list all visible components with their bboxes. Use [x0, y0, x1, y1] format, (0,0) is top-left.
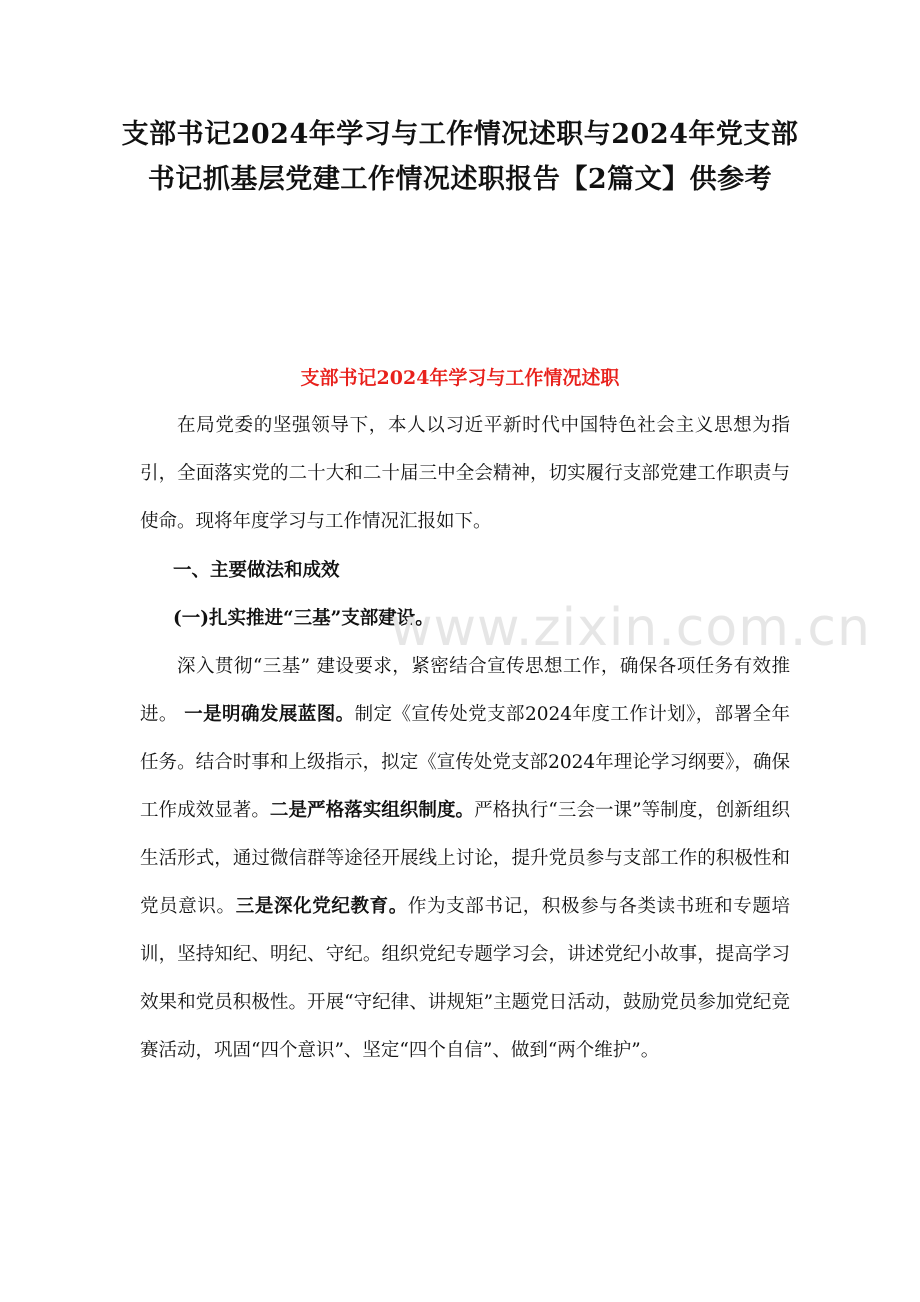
- point-3-text: 作为支部书记，积极参与各类读书班和专题培训，坚持知纪、明纪、守纪。组织党纪专题学习会，讲述党纪小故事，提高学习效果和党员积极性。开展“守纪律、讲规矩”主题党日活动，鼓励党员参加党纪竞赛活动，巩固“四个意识”、坚定“四个自信”、做到“两个维护”。: [140, 896, 790, 1061]
- point-2-label: 二是严格落实组织制度。: [269, 800, 475, 821]
- watermark: www.zixin.com.cn: [390, 598, 871, 658]
- paragraph-intro: 深入贯彻“三基” 建设要求，紧密结合宣传思想工作，确保各项任务有效推进。: [140, 656, 790, 725]
- point-1-text: 制定《宣传处党支部2024年度工作计划》，部署全年任务。结合时事和上级指示，拟定《宣传处党支部2024年理论学习纲要》，确保工作成效显著。: [140, 704, 790, 821]
- point-3-label: 三是深化党纪教育。: [235, 896, 408, 917]
- intro-paragraph: 在局党委的坚强领导下，本人以习近平新时代中国特色社会主义思想为指引，全面落实党的二十大和二十届三中全会精神，切实履行支部党建工作职责与使命。现将年度学习与工作情况汇报如下。: [140, 415, 790, 532]
- point-2-text: 严格执行“三会一课”等制度，创新组织生活形式，通过微信群等途径开展线上讨论，提升党员参与支部工作的积极性和党员意识。: [140, 800, 790, 917]
- section-title: 支部书记2024年学习与工作情况述职: [300, 367, 620, 389]
- body-paragraph: [140, 643, 790, 1075]
- point-1-label: 一是明确发展蓝图。: [184, 704, 355, 725]
- heading-main-practices: 一、主要做法和成效: [173, 560, 340, 581]
- heading-sanji-construction: (一)扎实推进“三基”支部建设。: [173, 608, 434, 629]
- document-title: 支部书记2024年学习与工作情况述职与2024年党支部书记抓基层党建工作情况述职报告【2篇文】供参考: [121, 119, 799, 195]
